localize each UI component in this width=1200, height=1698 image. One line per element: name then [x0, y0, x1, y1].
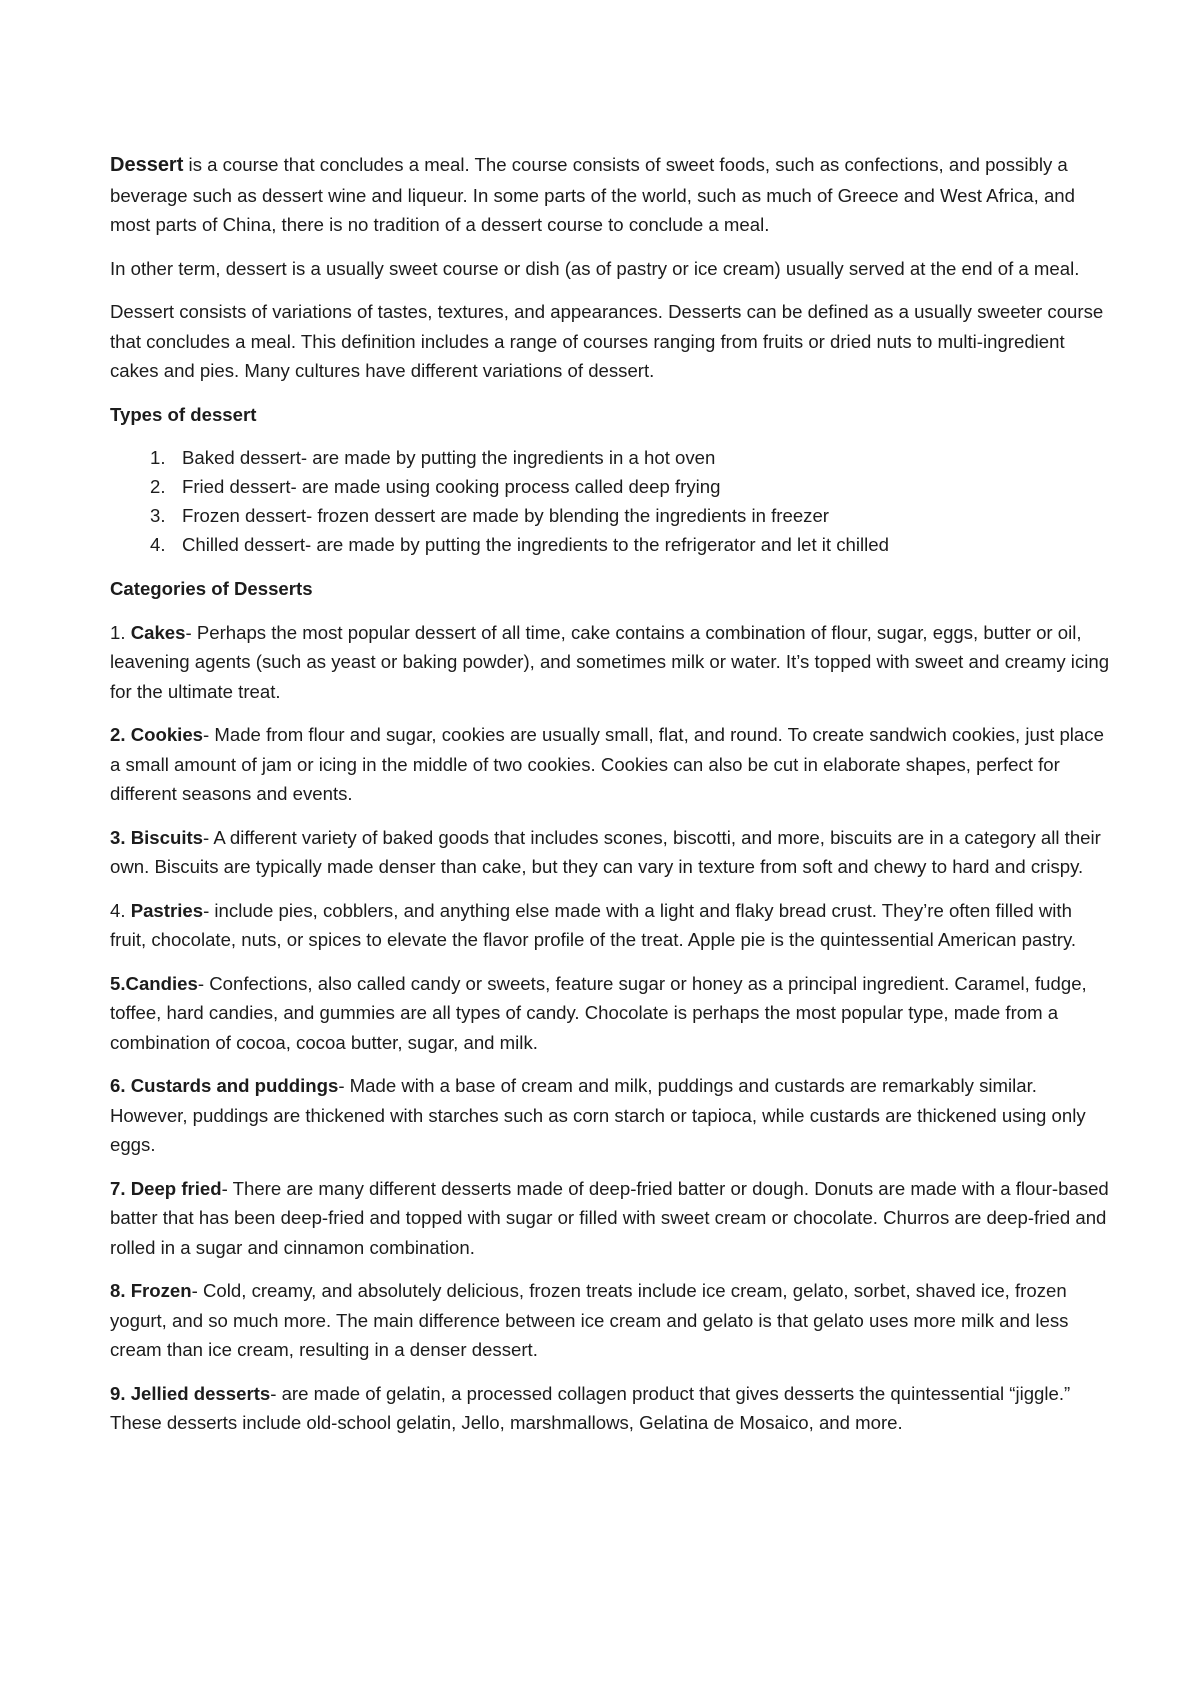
- intro-text: is a course that concludes a meal. The course consists of sweet foods, such as confections, and possibly a beverage such as dessert wine and liqueur. In some parts of the world, such as much of Greece and West Africa, and most parts of China, there is no tradition of a dessert course to conclude a meal.: [110, 154, 1075, 235]
- category-text: - A different variety of baked goods that includes scones, biscotti, and more, biscuits are in a category all their own. Biscuits are typically made denser than cake, but they can vary in texture from soft and chewy to hard and crispy.: [110, 826, 1101, 877]
- category-text: - Cold, creamy, and absolutely delicious, frozen treats include ice cream, gelato, sorbet, shaved ice, frozen yogurt, and so much more. The main difference between ice cream and gelato is that gelato uses more milk and less cream than ice cream, resulting in a denser dessert.: [110, 1280, 1069, 1360]
- list-item-number: 4.: [150, 534, 166, 555]
- category-paragraph: [110, 720, 1110, 809]
- list-item-text: Frozen dessert- frozen dessert are made by blending the ingredients in freezer: [182, 505, 829, 526]
- category-paragraph: [110, 618, 1110, 707]
- category-title: Deep fried: [130, 1177, 222, 1199]
- category-title: Pastries: [130, 899, 204, 921]
- category-text: - Made from flour and sugar, cookies are usually small, flat, and round. To create sandwich cookies, just place a small amount of jam or icing in the middle of two cookies. Cookies can also be cut in elaborate shapes, perfect for different seasons and events.: [110, 724, 1104, 804]
- category-paragraph: [110, 1071, 1110, 1160]
- category-number: 8.: [110, 1280, 131, 1301]
- category-title: Cookies: [130, 724, 204, 745]
- category-number: 4.: [110, 899, 131, 921]
- list-item-text: Chilled dessert- are made by putting the ingredients to the refrigerator and let it chilled: [182, 534, 889, 555]
- types-list: [110, 443, 1110, 559]
- category-paragraph: [110, 1174, 1110, 1263]
- category-paragraph: [110, 1276, 1110, 1365]
- category-text: - are made of gelatin, a processed collagen product that gives desserts the quintessential “jiggle.” These desserts include old-school gelatin, Jello, marshmallows, Gelatina de Mosaico, and more.: [110, 1382, 1071, 1433]
- types-heading: Types of dessert: [110, 403, 257, 425]
- categories-heading: Categories of Desserts: [110, 578, 313, 599]
- category-text: - There are many different desserts made of deep-fried batter or dough. Donuts are made with a flour-based batter that has been deep-fried and topped with sugar or filled with sweet cream or chocolate. Churros are deep-fried and rolled in a sugar and cinnamon combination.: [110, 1177, 1109, 1258]
- intro-paragraph: [110, 150, 1110, 240]
- list-item: [110, 530, 1110, 559]
- category-number: 6.: [110, 1075, 131, 1096]
- list-item: [110, 501, 1110, 530]
- list-item-number: 1.: [150, 447, 166, 468]
- list-item: [110, 443, 1110, 472]
- category-title: Custards and puddings: [130, 1075, 339, 1096]
- list-item: [110, 472, 1110, 501]
- category-number: 5.: [110, 972, 126, 994]
- category-number: 1.: [110, 621, 131, 643]
- category-title: Jellied desserts: [130, 1382, 271, 1404]
- list-item-text: Fried dessert- are made using cooking process called deep frying: [182, 476, 721, 497]
- category-text: - include pies, cobblers, and anything else made with a light and flaky bread crust. They’re often filled with fruit, chocolate, nuts, or spices to elevate the flavor profile of the treat. Apple pie is the quintessential American pastry.: [110, 899, 1077, 950]
- category-text: - Confections, also called candy or sweets, feature sugar or honey as a principal ingredient. Caramel, fudge, toffee, hard candies, and gummies are all types of candy. Chocolate is perhaps the most popular type, made from a combination of cocoa, cocoa butter, sugar, and milk.: [110, 972, 1087, 1053]
- category-number: 2.: [110, 724, 131, 745]
- category-number: 7.: [110, 1177, 131, 1199]
- intro-term: Dessert: [110, 154, 184, 176]
- category-paragraph: [110, 1379, 1110, 1438]
- list-item-number: 2.: [150, 476, 166, 497]
- category-paragraph: [110, 896, 1110, 955]
- category-title: Biscuits: [130, 826, 204, 848]
- category-title: Candies: [125, 972, 198, 994]
- list-item-text: Baked dessert- are made by putting the ingredients in a hot oven: [182, 447, 716, 468]
- category-title: Cakes: [130, 621, 186, 643]
- category-text: - Made with a base of cream and milk, puddings and custards are remarkably similar. However, puddings are thickened with starches such as corn starch or tapioca, while custards are thickened using only eggs.: [110, 1075, 1086, 1155]
- definition-paragraph: In other term, dessert is a usually sweet course or dish (as of pastry or ice cream) usually served at the end of a meal.: [110, 257, 1080, 279]
- variations-paragraph: Dessert consists of variations of tastes, textures, and appearances. Desserts can be defined as a usually sweeter course that concludes a meal. This definition includes a range of courses ranging from fruits or dried nuts to multi-ingredient cakes and pies. Many cultures have different variations of dessert.: [110, 301, 1104, 381]
- category-text: - Perhaps the most popular dessert of all time, cake contains a combination of flour, sugar, eggs, butter or oil, leavening agents (such as yeast or baking powder), and sometimes milk or water. It’s topped with sweet and creamy icing for the ultimate treat.: [110, 621, 1110, 702]
- category-paragraph: [110, 969, 1110, 1058]
- category-number: 9.: [110, 1382, 131, 1404]
- category-paragraph: [110, 823, 1110, 882]
- category-title: Frozen: [130, 1280, 192, 1301]
- category-number: 3.: [110, 826, 131, 848]
- list-item-number: 3.: [150, 505, 166, 526]
